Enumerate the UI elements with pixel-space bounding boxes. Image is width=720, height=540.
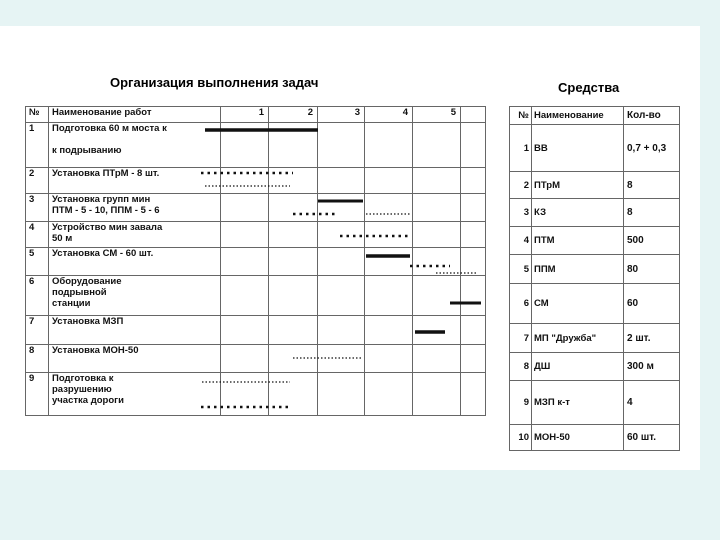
means-row bbox=[510, 425, 680, 451]
task-no: 9 bbox=[26, 373, 49, 416]
task-row bbox=[26, 248, 486, 276]
task-name: Установка ПТрМ - 8 шт. bbox=[49, 168, 221, 194]
header-day-1: 1 bbox=[221, 107, 269, 123]
means-row bbox=[510, 125, 680, 172]
means-name: ДШ bbox=[532, 353, 624, 381]
tasks-header-row bbox=[26, 107, 486, 123]
means-title: Средства bbox=[558, 80, 620, 95]
means-no: 9 bbox=[510, 381, 532, 425]
task-name: Устройство мин завала 50 м bbox=[49, 222, 221, 248]
header-extra bbox=[461, 107, 486, 123]
means-row bbox=[510, 324, 680, 353]
means-header-qty: Кол-во bbox=[624, 107, 680, 125]
means-name: КЗ bbox=[532, 199, 624, 227]
means-qty: 60 шт. bbox=[624, 425, 680, 451]
means-row bbox=[510, 381, 680, 425]
means-name: МЗП к-т bbox=[532, 381, 624, 425]
task-row bbox=[26, 123, 486, 168]
means-no: 4 bbox=[510, 227, 532, 255]
means-name: ПТМ bbox=[532, 227, 624, 255]
task-row bbox=[26, 276, 486, 316]
task-row bbox=[26, 316, 486, 345]
means-no: 6 bbox=[510, 284, 532, 324]
means-name: ВВ bbox=[532, 125, 624, 172]
task-name: Установка СМ - 60 шт. bbox=[49, 248, 221, 276]
means-qty: 8 bbox=[624, 172, 680, 199]
means-name: МОН-50 bbox=[532, 425, 624, 451]
means-row bbox=[510, 227, 680, 255]
task-row bbox=[26, 222, 486, 248]
means-name: ПТрМ bbox=[532, 172, 624, 199]
means-qty: 80 bbox=[624, 255, 680, 284]
task-row bbox=[26, 345, 486, 373]
task-name: Установка групп мин ПТМ - 5 - 10, ППМ - 5 - 6 bbox=[49, 194, 221, 222]
means-qty: 60 bbox=[624, 284, 680, 324]
means-no: 2 bbox=[510, 172, 532, 199]
task-row bbox=[26, 168, 486, 194]
task-row bbox=[26, 194, 486, 222]
means-qty: 0,7 + 0,3 bbox=[624, 125, 680, 172]
header-day-3: 3 bbox=[318, 107, 365, 123]
header-day-2: 2 bbox=[269, 107, 318, 123]
means-no: 7 bbox=[510, 324, 532, 353]
task-name: Установка МЗП bbox=[49, 316, 221, 345]
task-no: 7 bbox=[26, 316, 49, 345]
task-name: Подготовка к разрушению участка дороги bbox=[49, 373, 221, 416]
task-no: 8 bbox=[26, 345, 49, 373]
means-name: ППМ bbox=[532, 255, 624, 284]
means-no: 5 bbox=[510, 255, 532, 284]
task-row bbox=[26, 373, 486, 416]
means-name: МП "Дружба" bbox=[532, 324, 624, 353]
header-day-5: 5 bbox=[413, 107, 461, 123]
means-qty: 8 bbox=[624, 199, 680, 227]
task-no: 1 bbox=[26, 123, 49, 168]
means-header-row bbox=[510, 107, 680, 125]
means-header-no: № bbox=[510, 107, 532, 125]
means-qty: 500 bbox=[624, 227, 680, 255]
means-table bbox=[509, 106, 680, 451]
header-day-4: 4 bbox=[365, 107, 413, 123]
means-qty: 300 м bbox=[624, 353, 680, 381]
task-no: 5 bbox=[26, 248, 49, 276]
means-row bbox=[510, 353, 680, 381]
task-name: Подготовка 60 м моста к к подрыванию bbox=[49, 123, 221, 168]
means-name: СМ bbox=[532, 284, 624, 324]
means-row bbox=[510, 284, 680, 324]
means-qty: 4 bbox=[624, 381, 680, 425]
means-no: 1 bbox=[510, 125, 532, 172]
task-name: Оборудование подрывной станции bbox=[49, 276, 221, 316]
task-no: 2 bbox=[26, 168, 49, 194]
header-task-name: Наименование работ bbox=[49, 107, 221, 123]
tasks-table bbox=[25, 106, 486, 416]
means-qty: 2 шт. bbox=[624, 324, 680, 353]
means-row bbox=[510, 172, 680, 199]
tasks-title: Организация выполнения задач bbox=[110, 75, 319, 90]
task-no: 6 bbox=[26, 276, 49, 316]
means-header-name: Наименование bbox=[532, 107, 624, 125]
means-row bbox=[510, 255, 680, 284]
task-no: 4 bbox=[26, 222, 49, 248]
header-no: № bbox=[26, 107, 49, 123]
means-no: 8 bbox=[510, 353, 532, 381]
task-name: Установка МОН-50 bbox=[49, 345, 221, 373]
means-no: 3 bbox=[510, 199, 532, 227]
means-row bbox=[510, 199, 680, 227]
means-no: 10 bbox=[510, 425, 532, 451]
task-no: 3 bbox=[26, 194, 49, 222]
